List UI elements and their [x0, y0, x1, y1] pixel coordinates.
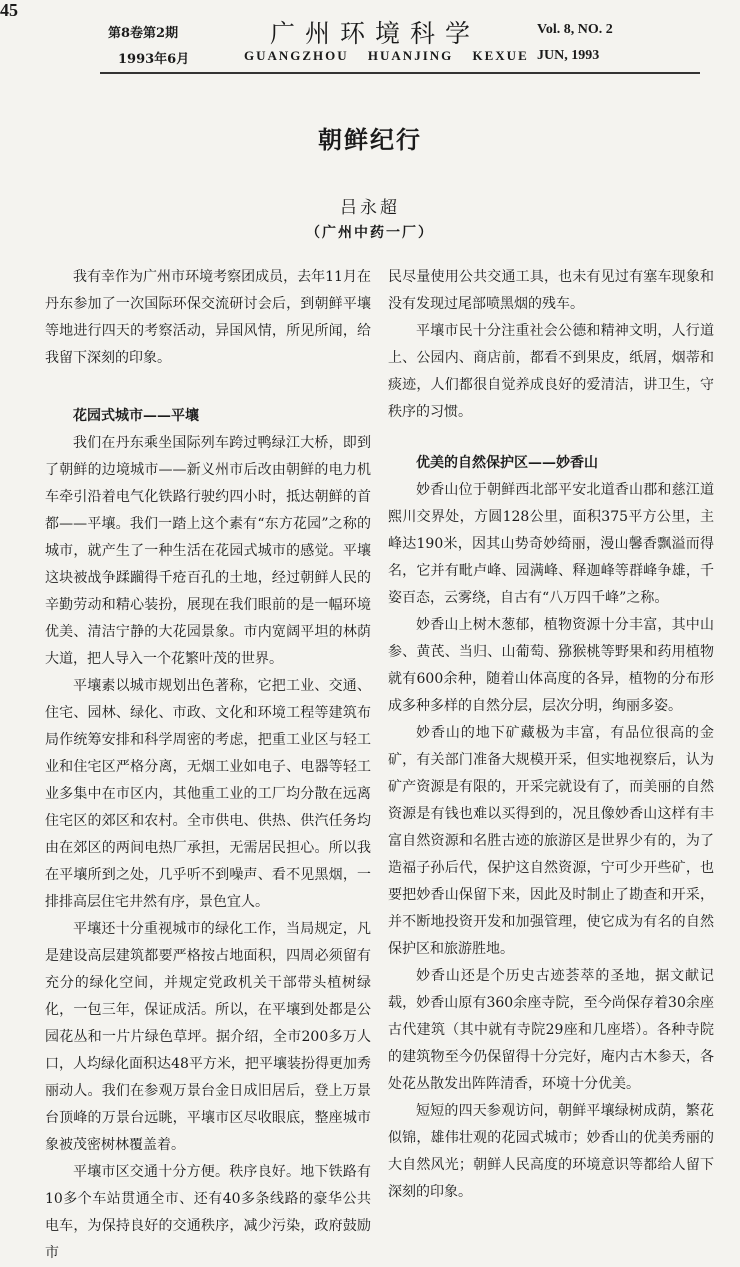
section-heading-pyongyang: 花园式城市——平壤: [73, 408, 199, 424]
journal-title-pinyin: GUANGZHOU HUANJING KEXUE: [244, 48, 529, 63]
paragraph: 妙香山还是个历史古迹荟萃的圣地，据文献记载，妙香山原有360余座寺院，至今尚保存着30余座古代建筑（其中就有寺院29座和几座塔）。各种寺院的建筑物至今仍保留得十分完好，庵内古木参天，各处花丛散发出阵阵清香，环境十分优美。: [388, 968, 714, 1092]
paragraph: 平壤还十分重视城市的绿化工作，当局规定，凡是建设高层建筑都要严格按占地面积，四周必须留有充分的绿化空间，并规定党政机关干部带头植树绿化，一包三年，保证成活。所以，在平壤到处都是公园花丛和一片片绿色草坪。据介绍，全市200多万人口，人均绿化面积达48平方米，把平壤装扮得更加秀丽动人。我们在参观万景台金日成旧居后，登上万景台顶峰的万景台远眺，平壤市区尽收眼底，整座城市象被茂密树林覆盖着。: [45, 921, 371, 1153]
paragraph: 妙香山的地下矿藏极为丰富，有品位很高的金矿，有关部门准备大规模开采，但实地视察后，认为矿产资源是有限的，开采完就设有了，而美丽的自然资源是有钱也难以买得到的，况且像妙香山这样有丰富自然资源和名胜古迹的旅游区是世界少有的，为了造福子孙后代，保护这自然资源，宁可少开些矿，也要把妙香山保留下来，因此及时制止了勘查和开采，并不断地投资开发和加强管理，使它成为有名的自然保护区和旅游胜地。: [388, 725, 714, 957]
right-column: [388, 264, 714, 1206]
paragraph-continued: 民尽量使用公共交通工具，也未有见过有塞车现象和没有发现过尾部喷黑烟的残车。: [388, 269, 714, 312]
paragraph: 平壤市区交通十分方便。秩序良好。地下铁路有10多个车站贯通全市、还有40多条线路的豪华公共电车，为保持良好的交通秩序，减少污染，政府鼓励市: [45, 1164, 371, 1261]
volume-issue-cn: 第8卷第2期: [108, 26, 179, 41]
paragraph: 平壤市民十分注重社会公德和精神文明，人行道上、公园内、商店前，都看不到果皮，纸屑，烟蒂和痰迹，人们都很自觉养成良好的爱清洁，讲卫生，守秩序的习惯。: [388, 323, 714, 420]
intro-paragraph: 我有幸作为广州市环境考察团成员，去年11月在丹东参加了一次国际环保交流研讨会后，到朝鲜平壤等地进行四天的考察活动，异国风情，所见所闻，给我留下深刻的印象。: [45, 269, 371, 366]
header-rule: [100, 72, 700, 74]
author-affiliation: （广州中药一厂）: [306, 225, 434, 241]
paragraph: 妙香山位于朝鲜西北部平安北道香山郡和慈江道熙川交界处，方圆128公里，面积375平方公里，主峰达190米，因其山势奇妙绮丽，漫山馨香飘溢而得名，它并有毗卢峰、园满峰、释迦峰等群峰争雄，千姿百态，云雾绕，自古有“八万四千峰”之称。: [388, 482, 714, 606]
paragraph: 短短的四天参观访问，朝鲜平壤绿树成荫，繁花似锦，雄伟壮观的花园式城市；妙香山的优美秀丽的大自然风光；朝鲜人民高度的环境意识等都给人留下深刻的印象。: [388, 1103, 714, 1200]
date-en: JUN, 1993: [537, 48, 600, 63]
volume-issue-en: Vol. 8, NO. 2: [537, 22, 613, 37]
date-cn: 1993年6月: [118, 52, 190, 67]
left-column: [45, 264, 371, 1267]
paragraph: 妙香山上树木葱郁，植物资源十分丰富，其中山参、黄芪、当归、山葡萄、猕猴桃等野果和药用植物就有600余种，随着山体高度的各异，植物的分布形成多种多样的自然分层，层次分明，绚丽多姿。: [388, 617, 714, 714]
paragraph: 我们在丹东乘坐国际列车跨过鸭绿江大桥，即到了朝鲜的边境城市——新义州市后改由朝鲜的电力机车牵引沿着电气化铁路行驶约四小时，抵达朝鲜的首都——平壤。我们一踏上这个素有“东方花园”之称的城市，就产生了一种生活在花园式城市的感觉。平壤这块被战争蹂躏得千疮百孔的土地，经过朝鲜人民的辛勤劳动和精心装扮，展现在我们眼前的是一幅环境优美、清洁宁静的大花园景象。市内宽阔平坦的林荫大道，把人导入一个花繁叶茂的世界。: [45, 435, 371, 667]
paragraph: 平壤素以城市规划出色著称，它把工业、交通、住宅、园林、绿化、市政、文化和环境工程等建筑布局作统筹安排和科学周密的考虑，把重工业区与轻工业和住宅区严格分离，无烟工业如电子、电器等轻工业多集中在市区内，其他重工业的工厂均分散在远离住宅区的郊区和农村。全市供电、供热、供汽任务均由在郊区的两间电热厂承担，无需居民担心。所以我在平壤所到之处，几乎听不到噪声、看不见黑烟，一排排高层住宅井然有序，景色宜人。: [45, 678, 371, 910]
page-number: 45: [0, 0, 18, 20]
journal-title-cn: 广州环境科学: [270, 19, 481, 48]
journal-header: [0, 0, 740, 110]
section-heading-myohyang: 优美的自然保护区——妙香山: [416, 455, 598, 471]
article-title: 朝鲜纪行: [318, 125, 422, 154]
author-name: 吕永超: [340, 198, 400, 218]
